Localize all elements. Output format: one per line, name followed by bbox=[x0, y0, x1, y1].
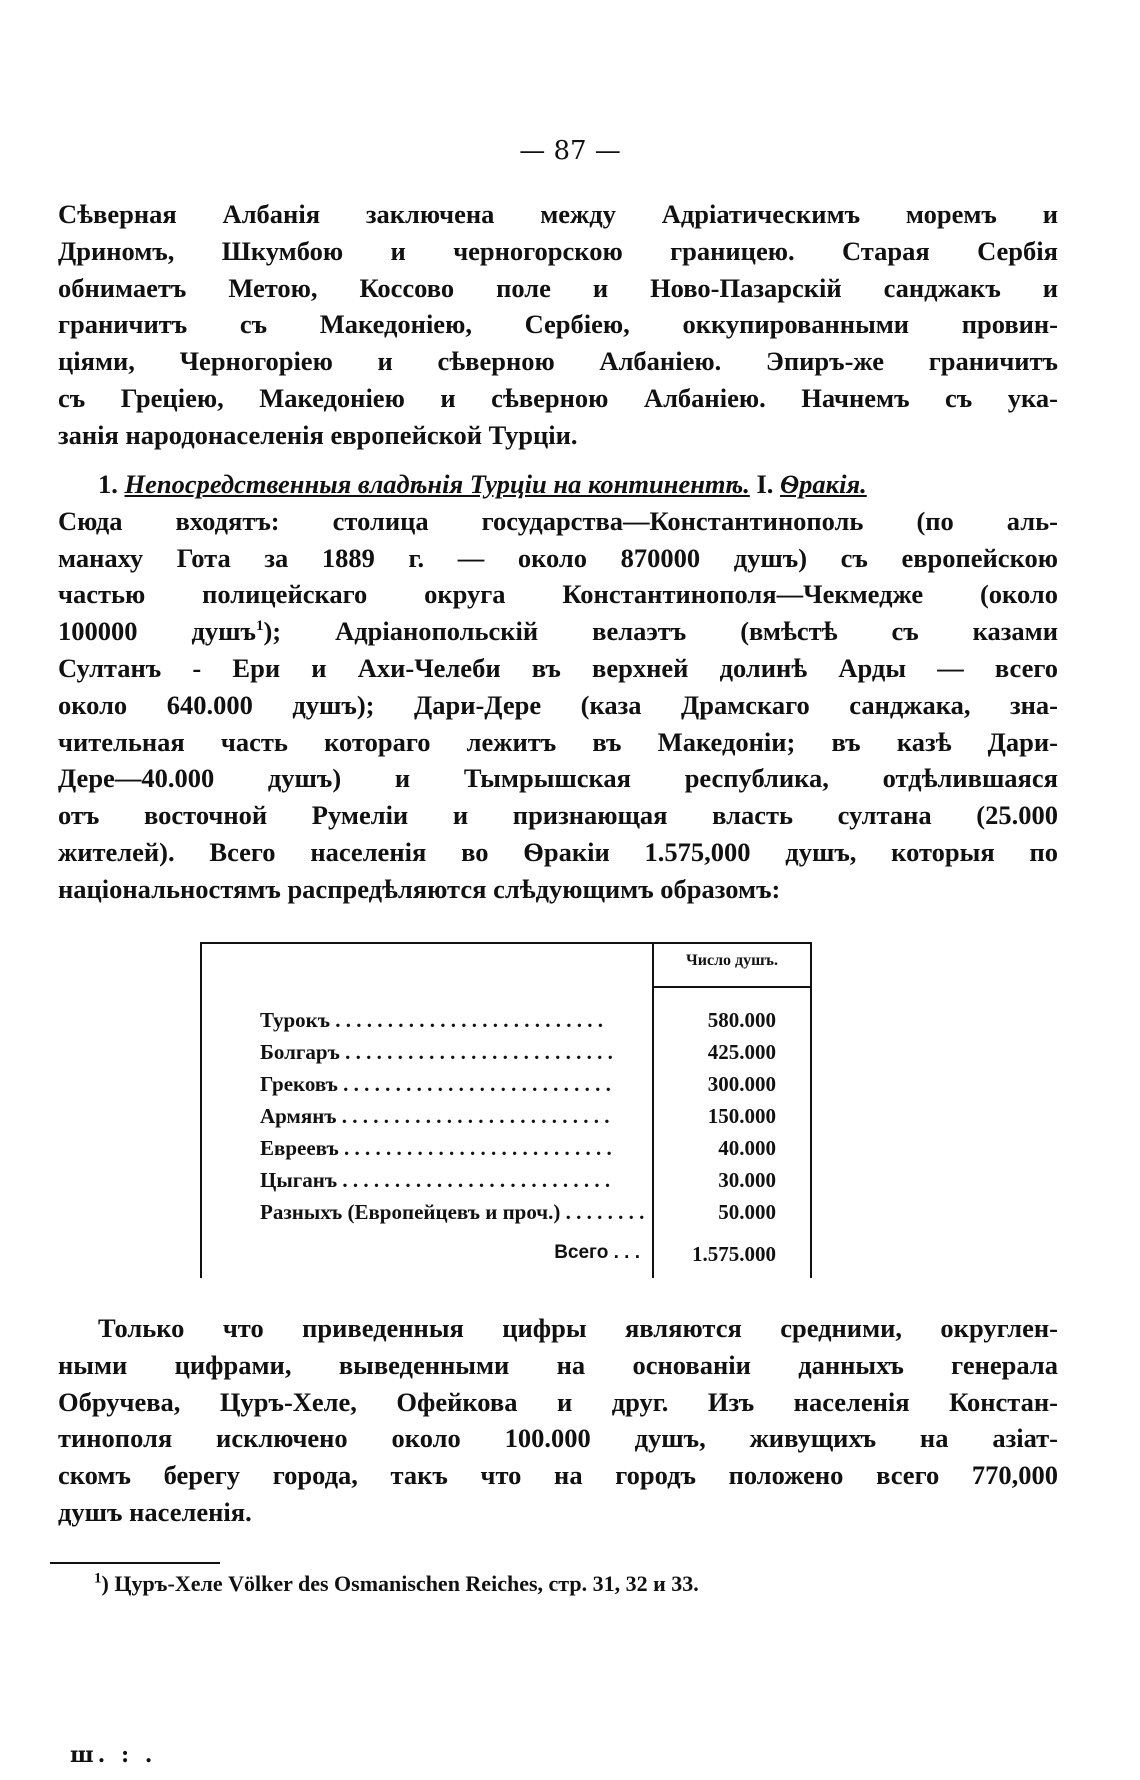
row-value: 40.000 bbox=[718, 1136, 776, 1160]
text-line: Только что приведенныя цифры являются средними, округлен- bbox=[98, 1313, 1058, 1343]
footnote-marker: 1 bbox=[94, 1570, 102, 1587]
row-label: Грековъ . . . bbox=[260, 1072, 648, 1097]
text-line: Султанъ - Ери и Ахи-Челеби въ верхней долинѣ Арды — всего bbox=[58, 652, 1058, 683]
table-rule bbox=[200, 942, 812, 944]
text-line: Обручева, Цуръ-Хеле, Офейкова и друг. Изъ населенія Констан- bbox=[58, 1386, 1058, 1417]
section-heading: Непосредственныя владѣнія Турціи на континентѣ. bbox=[124, 469, 750, 499]
paragraph-3 bbox=[58, 1310, 1058, 1531]
footnote bbox=[94, 1571, 699, 1597]
table-row bbox=[260, 1008, 800, 1040]
row-value: 50.000 bbox=[718, 1200, 776, 1224]
text-line: тинополя исключено около 100.000 душъ, живущихъ на азіат- bbox=[58, 1423, 1058, 1454]
text-line: граничитъ съ Македоніею, Сербіею, оккупированными провин- bbox=[58, 309, 1058, 340]
text-line: Дере—40.000 душъ) и Тымрышская республика, отдѣлившаяся bbox=[58, 763, 1058, 794]
table-row bbox=[260, 1168, 800, 1200]
table-row bbox=[260, 1040, 800, 1072]
table-rule bbox=[652, 986, 812, 988]
row-label: Евреевъ . . . bbox=[260, 1136, 648, 1161]
row-label: Цыганъ . . . bbox=[260, 1168, 648, 1193]
bottom-marks: ш. : . bbox=[70, 1742, 157, 1768]
table-rule bbox=[810, 942, 812, 1278]
row-label: Болгаръ . . . bbox=[260, 1040, 648, 1065]
row-value: 300.000 bbox=[707, 1072, 776, 1096]
table-row bbox=[260, 1104, 800, 1136]
text-line: жителей). Всего населенія во Ѳракіи 1.575,000 душъ, которыя по bbox=[58, 836, 1058, 867]
paragraph-2 bbox=[58, 466, 1058, 908]
text-line: ціями, Черногоріею и сѣверною Албаніею. Эпиръ-же граничитъ bbox=[58, 346, 1058, 377]
text-line: чительная часть котораго лежитъ въ Македоніи; въ казѣ Дари- bbox=[58, 726, 1058, 757]
text-line: манаху Гота за 1889 г. — около 870000 душъ) съ европейскою bbox=[58, 542, 1058, 573]
table-total-row bbox=[260, 1242, 800, 1274]
row-value: 30.000 bbox=[718, 1168, 776, 1192]
subsection-heading: Ѳракія. bbox=[780, 469, 867, 499]
text-line: скомъ берегу города, такъ что на городъ положено всего 770,000 bbox=[58, 1460, 1058, 1491]
table-rule bbox=[200, 942, 202, 1278]
text-line: Сюда входятъ: столица государства—Константинополь (по аль- bbox=[58, 505, 1058, 536]
total-label: Всего . . . bbox=[554, 1242, 640, 1263]
section-heading-line bbox=[58, 466, 1058, 503]
text-line: около 640.000 душъ); Дари-Дере (каза Драмскаго санджака, зна- bbox=[58, 689, 1058, 720]
text-line: Дриномъ, Шкумбою и черногорскою границею. Старая Сербія bbox=[58, 235, 1058, 266]
population-table bbox=[200, 942, 812, 1278]
row-value: 580.000 bbox=[707, 1008, 776, 1032]
table-column-header: Число душъ. bbox=[686, 952, 778, 969]
text-line: съ Греціею, Македоніею и сѣверною Албаніею. Начнемъ съ ука- bbox=[58, 382, 1058, 413]
text-line: занія народонаселенія европейской Турціи. bbox=[58, 419, 578, 450]
footnote-text: ) Цуръ-Хеле Völker des Osmanischen Reiches, стр. 31, 32 и 33. bbox=[101, 1571, 699, 1596]
subsection-number: I. bbox=[756, 469, 774, 499]
text-line: обнимаетъ Метою, Коссово поле и Ново-Пазарскій санджакъ и bbox=[58, 272, 1058, 303]
text-line: частью полицейскаго округа Константинополя—Чекмедже (около bbox=[58, 579, 1058, 610]
paragraph-1 bbox=[58, 196, 1058, 454]
table-row bbox=[260, 1072, 800, 1104]
text-fragment: 100000 душъ bbox=[58, 616, 256, 647]
footnote-reference: 1 bbox=[255, 618, 264, 635]
row-label: Турокъ . . . bbox=[260, 1008, 648, 1033]
text-line: ными цифрами, выведенными на основаніи данныхъ генерала bbox=[58, 1349, 1058, 1380]
total-value: 1.575.000 bbox=[692, 1242, 776, 1266]
text-line: національностямъ распредѣляются слѣдующимъ образомъ: bbox=[58, 873, 781, 904]
footnote-divider bbox=[50, 1562, 220, 1564]
text-line: душъ населенія. bbox=[58, 1496, 252, 1527]
text-line: Сѣверная Албанія заключена между Адріатическимъ моремъ и bbox=[58, 199, 1058, 229]
text-line: отъ восточной Румеліи и признающая власть султана (25.000 bbox=[58, 800, 1058, 831]
row-value: 425.000 bbox=[707, 1040, 776, 1064]
text-fragment: ); Адріанопольскій велаэтъ (вмѣстѣ съ казами bbox=[263, 616, 1059, 647]
table-row bbox=[260, 1200, 800, 1232]
page-number: — 87 — bbox=[519, 136, 621, 166]
row-label: Разныхъ (Европейцевъ и проч.) . . . bbox=[260, 1200, 648, 1225]
section-number: 1. bbox=[98, 469, 118, 499]
row-value: 150.000 bbox=[707, 1104, 776, 1128]
text-line-with-footnote bbox=[58, 613, 1058, 650]
table-row bbox=[260, 1136, 800, 1168]
row-label: Армянъ . . . bbox=[260, 1104, 648, 1129]
